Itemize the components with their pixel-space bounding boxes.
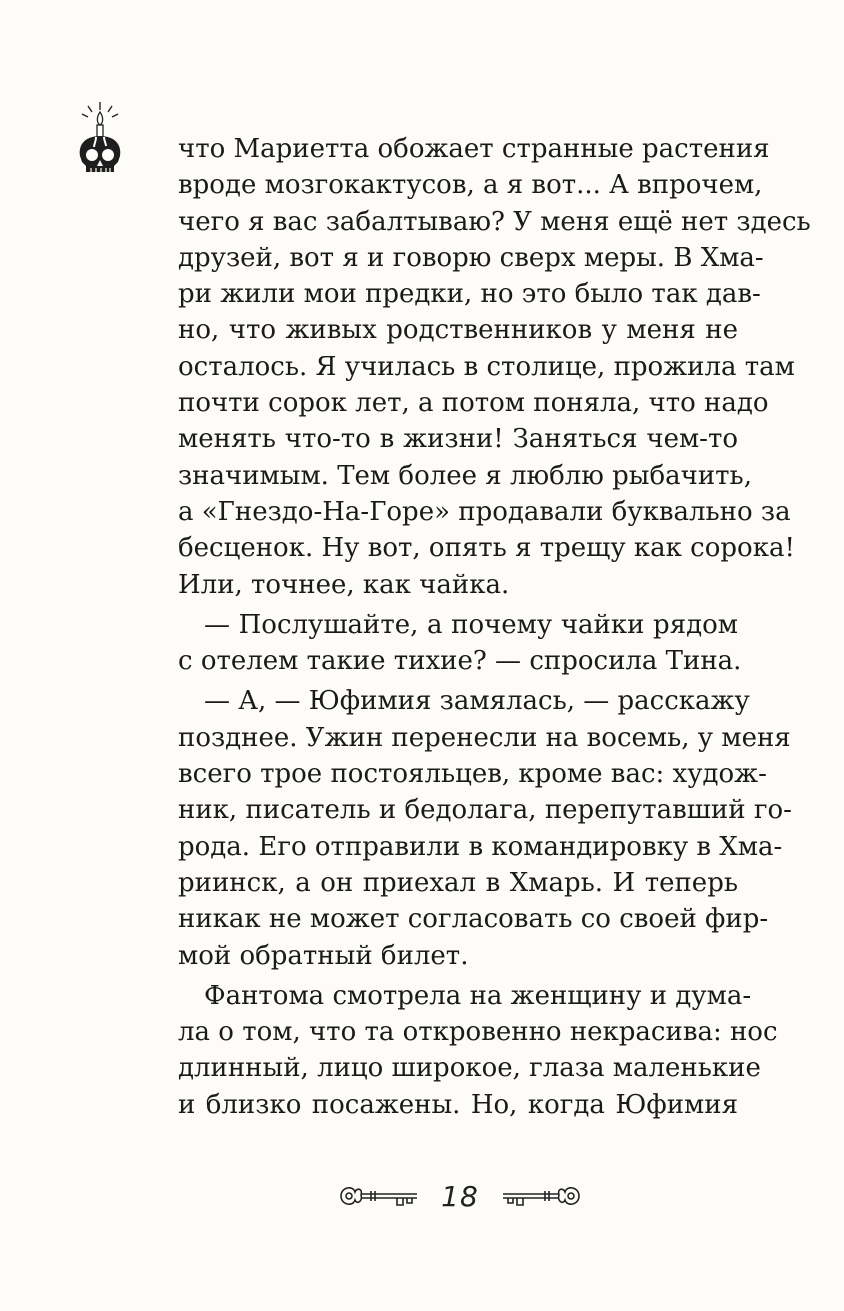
text-line: мой обратный билет. <box>178 940 469 971</box>
text-line: длинный, лицо широкое, глаза маленькие <box>178 1053 761 1084</box>
text-line: осталось. Я училась в столице, прожила там <box>178 351 795 382</box>
text-line: ри жили мои предки, но это было так дав- <box>178 279 761 310</box>
text-line: менять что-то в жизни! Заняться чем-то <box>178 424 738 455</box>
text-line: ник, писатель и бедолага, перепутавший го- <box>178 795 792 826</box>
text-line: Или, точнее, как чайка. <box>178 569 510 600</box>
text-line: чего я вас забалтываю? У меня ещё нет здесь <box>178 206 811 237</box>
text-line: и близко посажены. Но, когда Юфимия <box>178 1089 738 1120</box>
text-line: вроде мозгокактусов, а я вот... А впрочем, <box>178 170 763 201</box>
text-line: бесценок. Ну вот, опять я трещу как сорока! <box>178 533 795 564</box>
text-line: — А, — Юфимия замялась, — расскажу <box>204 686 750 717</box>
key-left-icon <box>337 1181 421 1211</box>
text-line: друзей, вот я и говорю сверх меры. В Хма- <box>178 242 764 273</box>
text-line: рода. Его отправили в командировку в Хма- <box>178 831 783 862</box>
key-right-icon <box>499 1181 583 1211</box>
skull-candle-icon <box>74 100 126 180</box>
text-line: ла о том, что та откровенно некрасива: нос <box>178 1017 778 1048</box>
body-text <box>178 131 811 1123</box>
text-line: Фантома смотрела на женщину и дума- <box>204 980 752 1011</box>
text-line: позднее. Ужин перенесли на восемь, у меня <box>178 722 791 753</box>
text-line: — Послушайте, а почему чайки рядом <box>204 609 738 640</box>
text-line: почти сорок лет, а потом поняла, что надо <box>178 388 769 419</box>
text-line: риинск, а он приехал в Хмарь. И теперь <box>178 867 738 898</box>
text-line: с отелем такие тихие? — спросила Тина. <box>178 646 742 677</box>
text-line: значимым. Тем более я люблю рыбачить, <box>178 460 752 491</box>
text-line: что Мариетта обожает странные растения <box>178 134 770 164</box>
text-line: никак не может согласовать со своей фир- <box>178 904 769 935</box>
text-line: а «Гнездо-На-Горе» продавали буквально за <box>178 496 791 527</box>
text-line: но, что живых родственников у меня не <box>178 315 738 346</box>
text-line: всего трое постояльцев, кроме вас: худож- <box>178 759 767 790</box>
page-footer <box>330 1166 590 1226</box>
page-number: 18 <box>441 1179 479 1213</box>
